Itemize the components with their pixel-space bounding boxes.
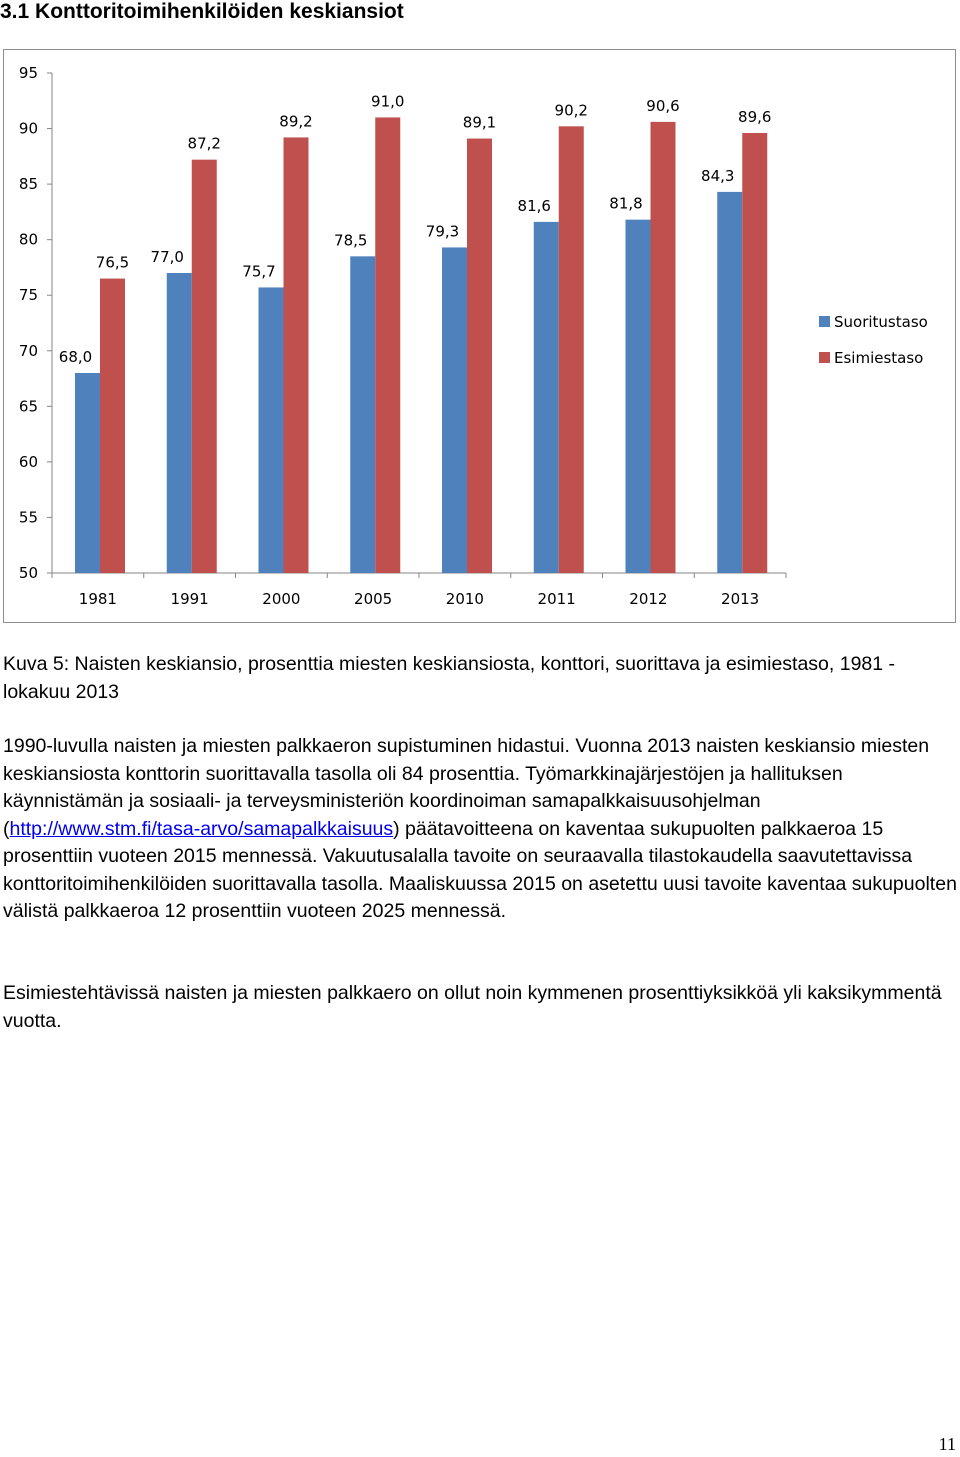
samapalkkaisuus-link[interactable]: http://www.stm.fi/tasa-arvo/samapalkkaisuus: [9, 817, 394, 840]
data-label: 75,7: [242, 262, 276, 281]
data-label: 87,2: [187, 134, 221, 153]
legend-label-esimiestaso: Esimiestaso: [834, 349, 924, 367]
y-tick-label: 70: [18, 341, 38, 360]
bar-suoritustaso-2012: [626, 220, 651, 573]
bar-esimiestaso-2013: [742, 133, 767, 573]
data-label: 81,8: [609, 194, 643, 213]
data-label: 91,0: [371, 92, 405, 111]
bar-esimiestaso-2000: [284, 137, 309, 573]
x-category-label: 2010: [445, 590, 484, 608]
legend-swatch-esimiestaso: [819, 352, 830, 363]
data-label: 81,6: [517, 196, 551, 215]
data-label: 89,6: [738, 108, 772, 126]
data-label: 79,3: [425, 222, 460, 241]
paragraph-pay-gap: [3, 733, 958, 926]
paragraph-text-after-link: ) päätavoitteena on kaventaa sukupuolten palkkaeroa 15 prosenttiin vuoteen 2015 mennessä. Vakuutusalalla tavoite on seuraavalla tilastokaudella saavutettavissa konttoritoimihenkilöiden suorittavalla tasolla. Maaliskuussa 2015 on asetettu uusi tavoite kaventaa sukupuolten välistä palkkaeroa 12 prosenttiin vuoteen 2025 mennessä.: [3, 817, 957, 922]
x-category-label: 2012: [629, 590, 668, 608]
data-label: 89,1: [462, 113, 497, 132]
bar-esimiestaso-2012: [651, 122, 676, 573]
paragraph-management: Esimiestehtävissä naisten ja miesten palkkaero on ollut noin kymmenen prosenttiyksikköä yli kaksikymmentä vuotta.: [3, 982, 942, 1032]
x-category-label: 2000: [262, 590, 301, 608]
bar-suoritustaso-2010: [442, 247, 467, 573]
y-tick-label: 95: [18, 64, 38, 82]
bar-suoritustaso-2013: [717, 192, 742, 573]
y-tick-label: 60: [18, 452, 38, 471]
bar-chart: [3, 49, 956, 623]
x-category-label: 2005: [354, 590, 393, 608]
y-tick-label: 65: [18, 397, 38, 416]
section-heading: 3.1 Konttoritoimihenkilöiden keskiansiot: [0, 0, 404, 23]
x-category-label: 2011: [537, 590, 576, 608]
legend-swatch-suoritustaso: [819, 316, 830, 327]
y-tick-label: 55: [18, 508, 38, 527]
legend-label-suoritustaso: Suoritustaso: [834, 313, 928, 331]
data-label: 89,2: [279, 112, 313, 131]
y-tick-label: 85: [18, 175, 38, 194]
bar-esimiestaso-1981: [100, 279, 125, 573]
y-tick-label: 90: [18, 119, 38, 138]
bar-suoritustaso-1981: [75, 373, 100, 573]
bar-esimiestaso-2010: [467, 139, 492, 573]
y-tick-label: 50: [18, 564, 38, 582]
bar-suoritustaso-2000: [259, 287, 284, 573]
page-number: 11: [938, 1434, 956, 1454]
bar-esimiestaso-2005: [375, 117, 400, 573]
x-category-label: 1981: [78, 590, 117, 608]
data-label: 84,3: [701, 166, 735, 185]
data-label: 76,5: [95, 253, 130, 272]
y-tick-label: 75: [18, 286, 38, 305]
data-label: 90,6: [646, 96, 680, 115]
x-category-label: 2013: [721, 590, 760, 608]
bar-suoritustaso-2005: [350, 256, 375, 573]
paragraph-text-before-link: 1990-luvulla naisten ja miesten palkkaeron supistuminen hidastui. Vuonna 2013 naisten keskiansio miesten keskiansiosta konttorin suorittavalla tasolla oli 84 prosenttia. Työmarkkinajärjestöjen ja hallituksen käynnistämän ja sosiaali- ja terveysministeriön koordinoiman samapalkkaisuusohjelman (: [3, 735, 930, 840]
bar-suoritustaso-1991: [167, 273, 192, 573]
bar-esimiestaso-2011: [559, 126, 584, 573]
data-label: 68,0: [58, 348, 93, 366]
chart-svg: [4, 50, 955, 622]
bar-esimiestaso-1991: [192, 160, 217, 573]
y-tick-label: 80: [18, 230, 38, 249]
data-label: 78,5: [334, 231, 368, 250]
figure-caption: Kuva 5: Naisten keskiansio, prosenttia miesten keskiansiosta, konttori, suorittava ja esimiestaso, 1981 - lokakuu 2013: [3, 653, 896, 703]
data-label: 77,0: [150, 248, 184, 266]
bar-suoritustaso-2011: [534, 222, 559, 573]
data-label: 90,2: [554, 101, 588, 120]
x-category-label: 1991: [170, 590, 209, 608]
